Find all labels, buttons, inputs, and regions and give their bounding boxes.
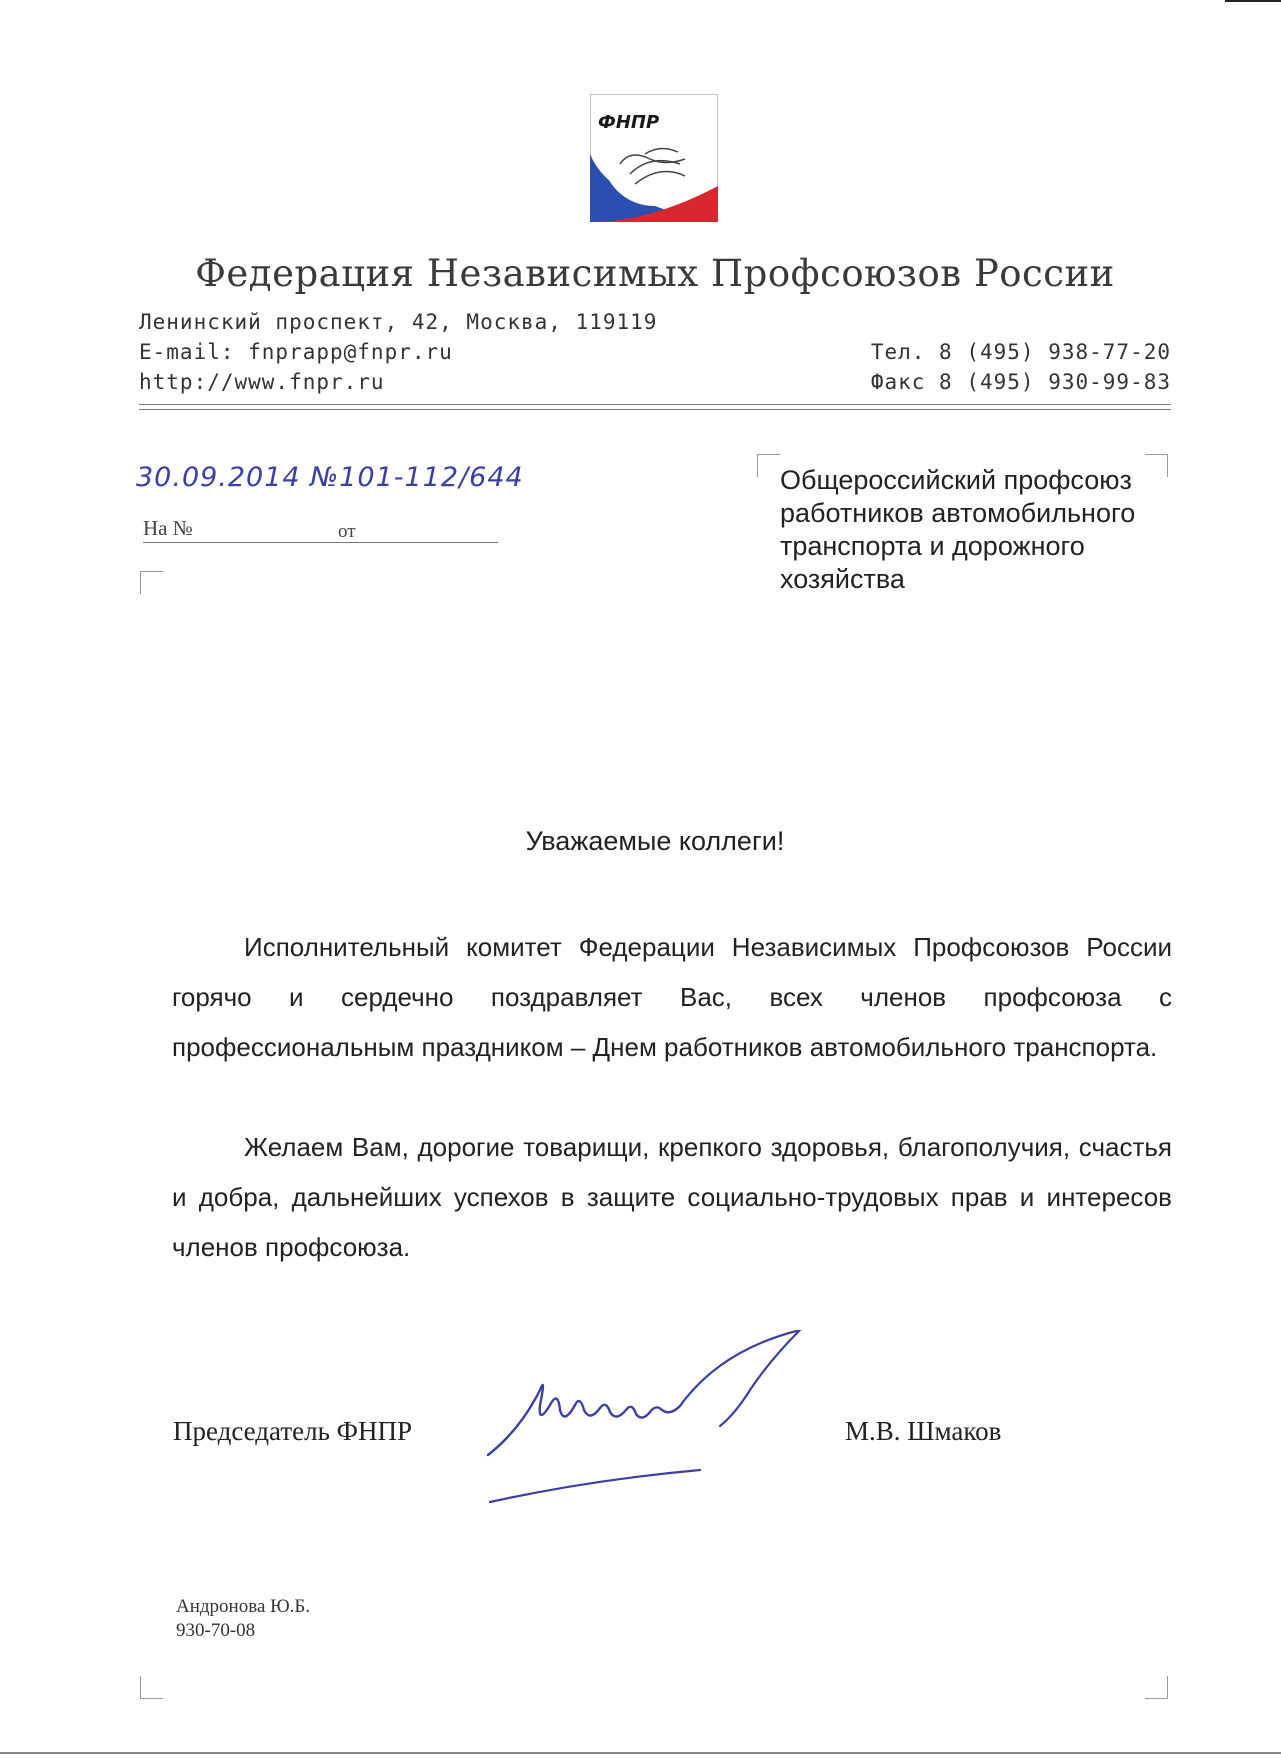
reference-line [143,512,498,542]
addressee-line: работников автомобильного [780,498,1136,528]
org-website: http://www.fnpr.ru [139,370,385,394]
addressee-line: транспорта и дорожного [780,531,1085,561]
letter-paragraph: Желаем Вам, дорогие товарищи, крепкого здоровья, благополучия, счастья и добра, дальнейших успехов в защите социально-трудовых прав и интересов членов профсоюза. [172,1132,1172,1262]
scan-edge-bottom [0,1752,1281,1754]
corner-mark-bottom-left [140,1676,163,1699]
from-label: от [338,521,356,542]
corner-mark-bottom-right [1145,1676,1168,1699]
letter-paragraph: Исполнительный комитет Федерации Независимых Профсоюзов России горячо и сердечно поздравляет Вас, всех членов профсоюза с профессиональным праздником – Днем работников автомобильного транспорта. [172,932,1172,1062]
header-divider-2 [139,409,1171,410]
svg-text:ФНПР: ФНПР [598,112,660,133]
org-email: E-mail: fnprapp@fnpr.ru [139,340,453,364]
registration-date-number: 30.09.2014 №101-112/644 [136,462,524,493]
executor-name: Андронова Ю.Б. [176,1596,311,1617]
reference-underline [143,542,498,543]
organization-name: Федерация Независимых Профсоюзов России [195,252,1115,295]
addressee-line: Общероссийский профсоюз [780,465,1132,495]
org-fax: Факс 8 (495) 930-99-83 [870,370,1171,394]
addressee-block [780,464,1180,596]
header-divider [139,404,1171,405]
reference-label: На № [143,516,193,540]
fnpr-logo [590,94,718,222]
corner-mark-left [140,571,163,594]
org-phone: Тел. 8 (495) 938-77-20 [870,340,1171,364]
scan-edge-top [1225,0,1281,2]
org-address: Ленинский проспект, 42, Москва, 119119 [139,310,658,334]
signatory-role: Председатель ФНПР [173,1416,412,1446]
signatory-name: М.В. Шмаков [845,1416,1002,1446]
letter-greeting: Уважаемые коллеги! [525,826,785,856]
addressee-line: хозяйства [780,564,905,594]
handwritten-signature [480,1330,860,1510]
corner-mark-addressee-tl [757,454,780,477]
executor-phone: 930-70-08 [176,1620,256,1641]
